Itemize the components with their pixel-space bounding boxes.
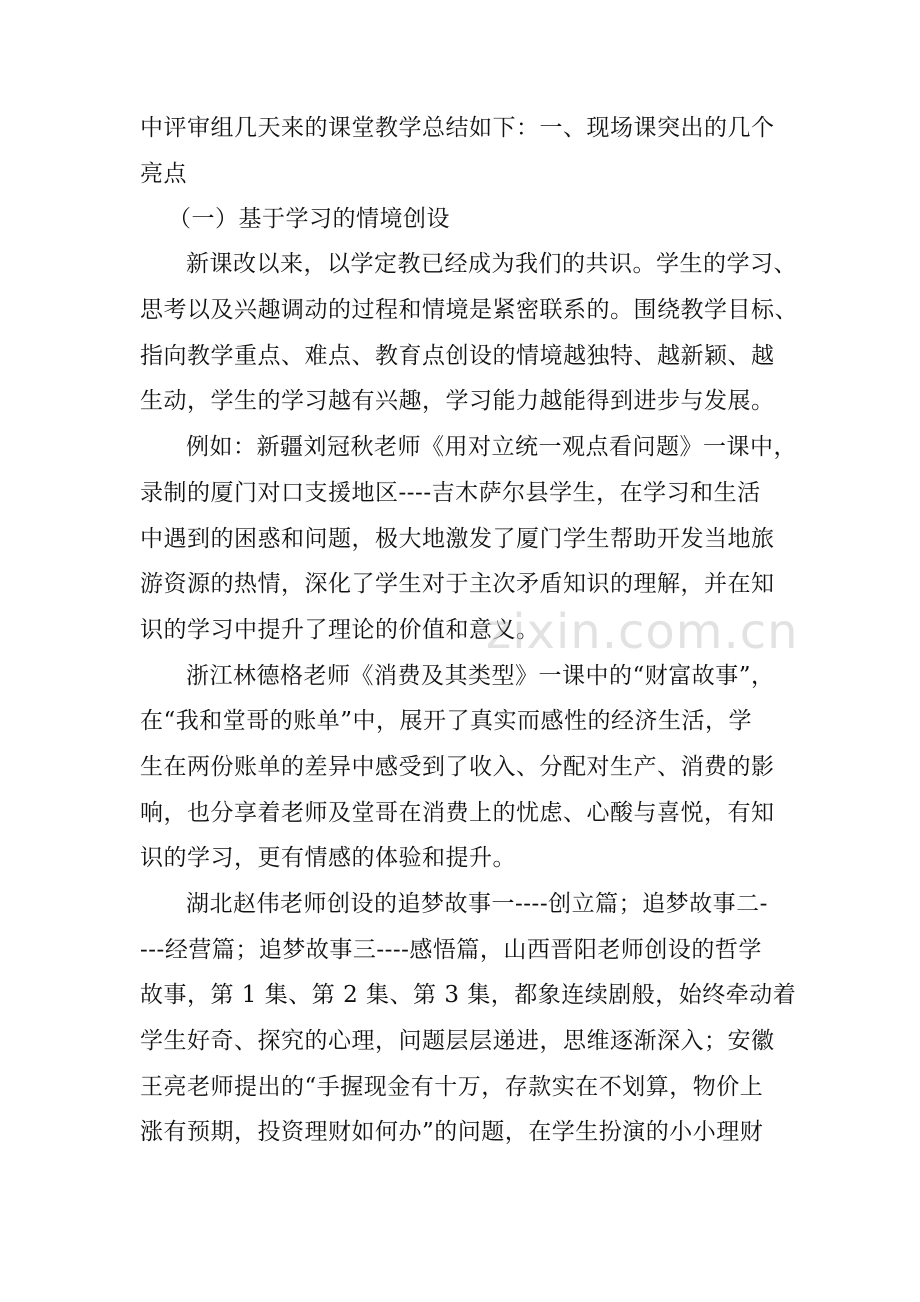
text-line: 亮点: [140, 161, 187, 187]
text-line: 在“我和堂哥的账单”中，展开了真实而感性的经济生活，学: [140, 708, 753, 734]
text-line: 游资源的热情，深化了学生对于主次矛盾知识的理解，并在知: [140, 571, 775, 597]
text-line: 识的学习，更有情感的体验和提升。: [140, 845, 516, 871]
text-line: 生动，学生的学习越有兴趣，学习能力越能得到进步与发展。: [140, 388, 775, 414]
text-line: 王亮老师提出的“手握现金有十万，存款实在不划算，物价上: [140, 1074, 764, 1100]
text-line: 中评审组几天来的课堂教学总结如下：一、现场课突出的几个: [140, 115, 775, 141]
text-line: 思考以及兴趣调动的过程和情境是紧密联系的。围绕教学目标、: [140, 297, 798, 323]
text-line: 浙江林德格老师《消费及其类型》一课中的“财富故事”，: [186, 663, 775, 689]
text-line: 故事，第 1 集、第 2 集、第 3 集，都象连续剧般，始终牵动着: [140, 982, 797, 1008]
text-line: 生在两份账单的差异中感受到了收入、分配对生产、消费的影: [140, 754, 775, 780]
text-line: 湖北赵伟老师创设的追梦故事一----创立篇；追梦故事二-: [186, 891, 768, 917]
text-line: 中遇到的困惑和问题，极大地激发了厦门学生帮助开发当地旅: [140, 526, 775, 552]
text-line: 指向教学重点、难点、教育点创设的情境越独特、越新颖、越: [140, 343, 775, 369]
watermark: zixin.com.cn: [486, 604, 799, 660]
text-line: 新课改以来，以学定教已经成为我们的共识。学生的学习、: [186, 251, 797, 277]
text-line: 录制的厦门对口支援地区----吉木萨尔县学生，在学习和生活: [140, 480, 761, 506]
text-line: 涨有预期，投资理财如何办”的问题，在学生扮演的小小理财: [140, 1119, 764, 1145]
text-line: 识的学习中提升了理论的价值和意义。: [140, 617, 540, 643]
section-heading: （一）基于学习的情境创设: [168, 206, 450, 232]
text-line: 响，也分享着老师及堂哥在消费上的忧虑、心酸与喜悦，有知: [140, 800, 775, 826]
text-line: ---经营篇；追梦故事三----感悟篇，山西晋阳老师创设的哲学: [140, 937, 762, 963]
text-line: 例如：新疆刘冠秋老师《用对立统一观点看问题》一课中，: [186, 434, 797, 460]
text-line: 学生好奇、探究的心理，问题层层递进，思维逐渐深入；安徽: [140, 1028, 775, 1054]
